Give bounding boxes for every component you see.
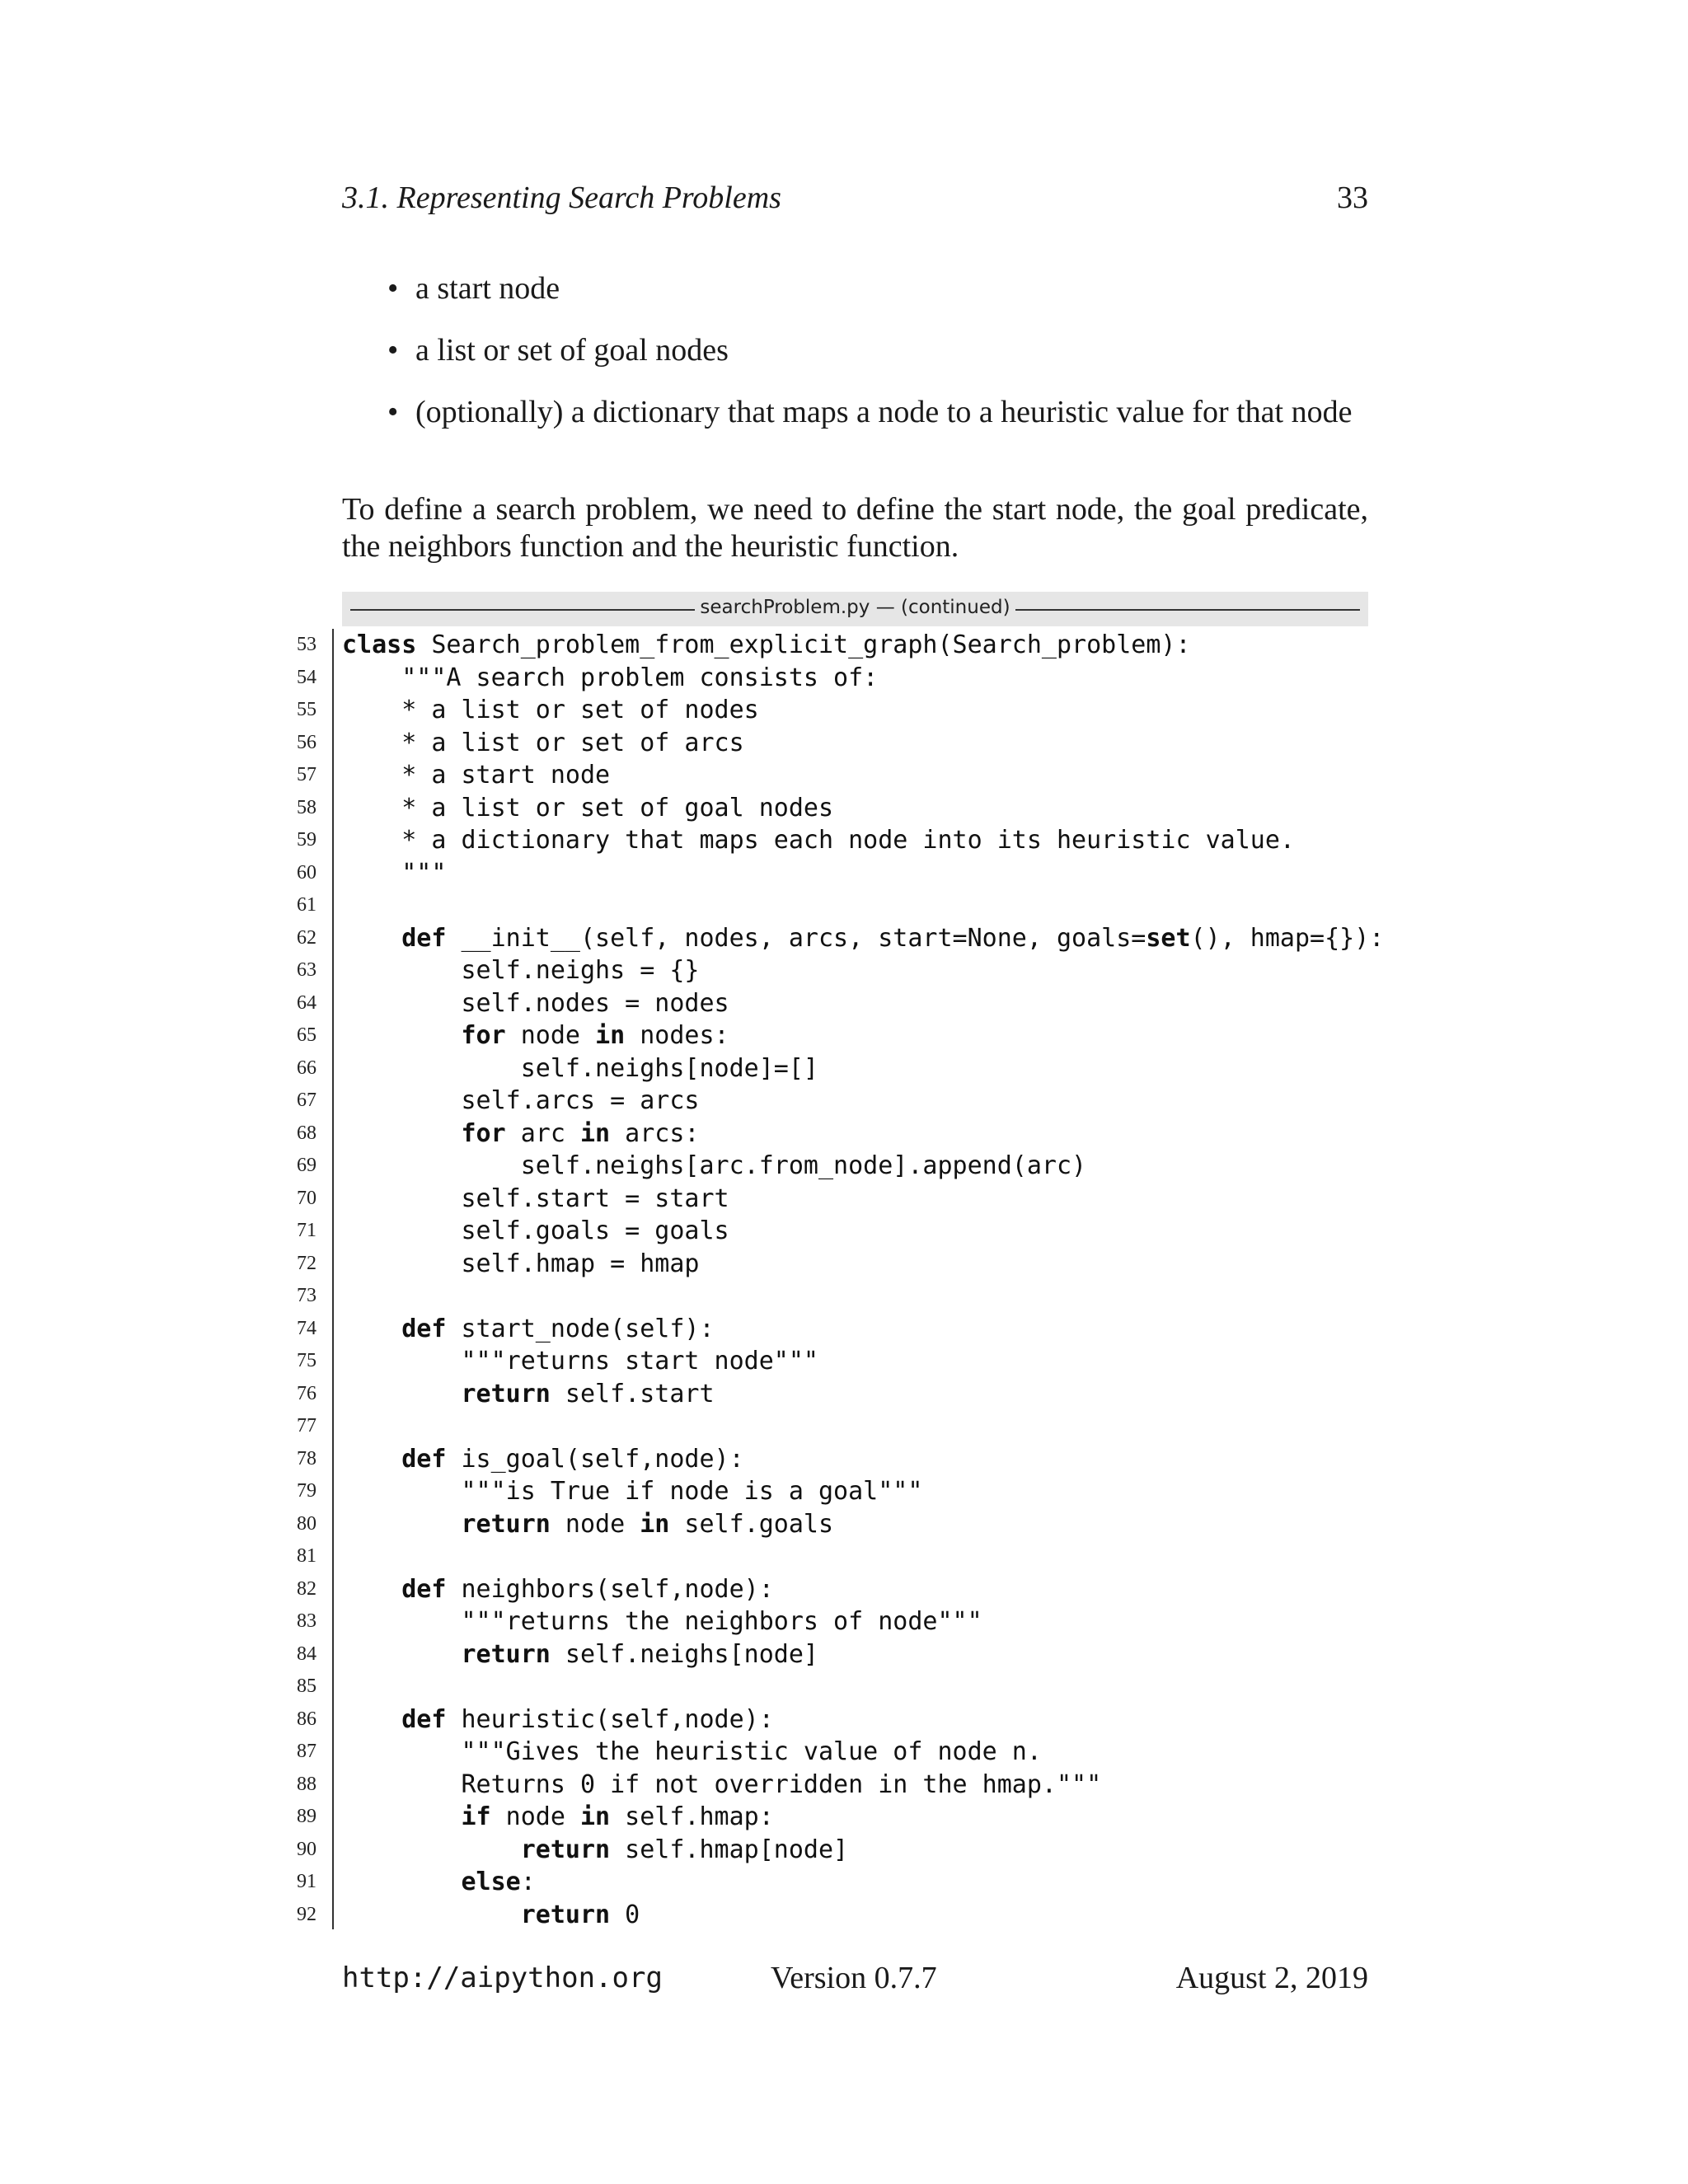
code-text: * a dictionary that maps each node into its heuristic value. xyxy=(342,826,1295,855)
line-number: 62 xyxy=(297,926,316,949)
footer-version: Version 0.7.7 xyxy=(771,1961,937,1995)
code-text: self.hmap = hmap xyxy=(342,1249,700,1278)
line-number: 55 xyxy=(297,699,316,720)
line-number: 56 xyxy=(297,731,316,753)
code-line xyxy=(0,1118,1688,1151)
line-number: 61 xyxy=(297,894,316,916)
section-title: 3.1. Representing Search Problems xyxy=(342,180,781,215)
code-line xyxy=(0,694,1688,727)
line-number: 80 xyxy=(297,1512,316,1535)
footer-date: August 2, 2019 xyxy=(1175,1961,1368,1995)
line-number: 92 xyxy=(297,1903,316,1925)
line-number: 65 xyxy=(297,1024,316,1046)
code-text: def __init__(self, nodes, arcs, start=None, goals=set(), hmap={}): xyxy=(401,923,1385,953)
code-text: return 0 xyxy=(520,1900,640,1929)
line-number: 77 xyxy=(297,1415,316,1436)
code-text: self.nodes = nodes xyxy=(342,988,729,1018)
code-text: """ xyxy=(342,858,447,888)
line-number: 67 xyxy=(297,1090,316,1111)
line-number: 54 xyxy=(297,666,316,688)
code-line xyxy=(0,857,1688,890)
code-text: """returns start node""" xyxy=(342,1347,818,1376)
line-number: 73 xyxy=(297,1285,316,1306)
code-line xyxy=(0,662,1688,695)
intro-paragraph: To define a search problem, we need to define the start node, the goal predicate, the neighbors function and the heuristic function. xyxy=(342,492,1368,564)
code-line xyxy=(0,1769,1688,1802)
code-line xyxy=(0,1638,1688,1671)
code-text: return self.start xyxy=(461,1379,715,1408)
code-text: self.goals = goals xyxy=(342,1216,729,1245)
line-number: 88 xyxy=(297,1773,316,1795)
line-number: 75 xyxy=(297,1350,316,1371)
line-number: 72 xyxy=(297,1252,316,1274)
code-text: """is True if node is a goal""" xyxy=(342,1477,923,1506)
list-item: • a start node xyxy=(387,270,1368,307)
code-line xyxy=(0,1443,1688,1476)
line-number: 59 xyxy=(297,829,316,851)
listing-caption-text: searchProblem.py — (continued) xyxy=(695,597,1015,618)
code-text: self.arcs = arcs xyxy=(342,1086,700,1115)
running-header xyxy=(342,180,1368,223)
line-number: 71 xyxy=(297,1220,316,1241)
code-line xyxy=(0,1704,1688,1736)
code-text: Returns 0 if not overridden in the hmap.""" xyxy=(342,1769,1102,1799)
code-text: def heuristic(self,node): xyxy=(401,1704,774,1734)
code-line xyxy=(0,1215,1688,1248)
line-number: 82 xyxy=(297,1577,316,1600)
code-text: def is_goal(self,node): xyxy=(401,1444,744,1474)
code-text: * a list or set of nodes xyxy=(342,696,759,724)
code-text: self.start = start xyxy=(342,1183,729,1213)
code-text: return self.neighs[node] xyxy=(461,1639,818,1669)
code-line xyxy=(0,824,1688,857)
line-number: 63 xyxy=(297,959,316,981)
code-text: return node in self.goals xyxy=(461,1509,834,1539)
code-line xyxy=(0,1183,1688,1216)
line-number: 79 xyxy=(297,1480,316,1502)
line-number: 68 xyxy=(297,1122,316,1144)
code-line xyxy=(0,1605,1688,1638)
code-text: """Gives the heuristic value of node n. xyxy=(342,1737,1042,1766)
code-line xyxy=(0,1052,1688,1085)
code-text: """A search problem consists of: xyxy=(342,663,879,692)
line-number: 78 xyxy=(297,1447,316,1469)
line-number: 57 xyxy=(297,764,316,785)
code-line xyxy=(0,1801,1688,1834)
code-line xyxy=(0,1899,1688,1932)
code-text: self.neighs = {} xyxy=(342,956,700,985)
code-text: * a list or set of goal nodes xyxy=(342,793,834,823)
code-text: if node in self.hmap: xyxy=(461,1802,774,1831)
listing-caption-bar xyxy=(342,592,1368,626)
line-number: 53 xyxy=(297,634,316,655)
footer-url-link[interactable]: http://aipython.org xyxy=(342,1961,663,1994)
line-number: 81 xyxy=(297,1545,316,1567)
list-item: • (optionally) a dictionary that maps a node to a heuristic value for that node xyxy=(387,394,1368,431)
code-line xyxy=(0,1378,1688,1411)
bullet-list xyxy=(387,270,1368,456)
code-line xyxy=(0,1345,1688,1378)
line-number: 69 xyxy=(297,1155,316,1176)
code-line xyxy=(0,987,1688,1020)
code-line xyxy=(0,1150,1688,1183)
code-text: else: xyxy=(461,1868,536,1896)
line-number: 85 xyxy=(297,1675,316,1697)
code-line xyxy=(0,1280,1688,1313)
line-number: 76 xyxy=(297,1382,316,1404)
line-number: 87 xyxy=(297,1741,316,1762)
code-line xyxy=(0,727,1688,760)
line-number: 91 xyxy=(297,1871,316,1892)
code-text: def neighbors(self,node): xyxy=(401,1574,774,1604)
code-line xyxy=(0,1019,1688,1052)
code-text: for arc in arcs: xyxy=(461,1118,700,1148)
code-line xyxy=(0,1508,1688,1541)
code-text: self.neighs[node]=[] xyxy=(342,1053,818,1083)
line-number: 70 xyxy=(297,1187,316,1209)
listing-caption xyxy=(342,597,1368,618)
page-footer xyxy=(342,1960,1368,2001)
list-item: • a list or set of goal nodes xyxy=(387,332,1368,369)
code-text: """returns the neighbors of node""" xyxy=(342,1607,982,1636)
code-line xyxy=(0,1085,1688,1118)
code-line xyxy=(0,889,1688,922)
line-number: 60 xyxy=(297,861,316,883)
code-text: * a list or set of arcs xyxy=(342,728,744,757)
code-text: self.neighs[arc.from_node].append(arc) xyxy=(342,1151,1087,1180)
code-line xyxy=(0,1834,1688,1867)
code-text: return self.hmap[node] xyxy=(520,1835,849,1864)
code-line xyxy=(0,1410,1688,1443)
line-number: 84 xyxy=(297,1643,316,1665)
code-line xyxy=(0,1540,1688,1573)
code-line xyxy=(0,1866,1688,1899)
code-line xyxy=(0,922,1688,955)
code-line xyxy=(0,629,1688,662)
line-number: 86 xyxy=(297,1708,316,1730)
line-number: 74 xyxy=(297,1317,316,1339)
code-line xyxy=(0,792,1688,825)
page-number: 33 xyxy=(1337,180,1368,215)
code-text: class Search_problem_from_explicit_graph(Search_problem): xyxy=(342,630,1191,659)
line-number: 58 xyxy=(297,796,316,818)
code-text: * a start node xyxy=(342,761,611,790)
code-line xyxy=(0,759,1688,792)
code-line xyxy=(0,1475,1688,1508)
code-line xyxy=(0,1671,1688,1704)
code-line xyxy=(0,954,1688,987)
code-line xyxy=(0,1736,1688,1769)
code-line xyxy=(0,1248,1688,1281)
code-lines xyxy=(0,629,1688,1931)
line-number: 83 xyxy=(297,1610,316,1632)
code-line xyxy=(0,1313,1688,1346)
code-text: def start_node(self): xyxy=(401,1314,715,1343)
line-number: 89 xyxy=(297,1806,316,1827)
line-number: 64 xyxy=(297,991,316,1014)
code-line xyxy=(0,1573,1688,1606)
line-number: 66 xyxy=(297,1057,316,1079)
code-text: for node in nodes: xyxy=(461,1021,729,1050)
line-number: 90 xyxy=(297,1838,316,1860)
